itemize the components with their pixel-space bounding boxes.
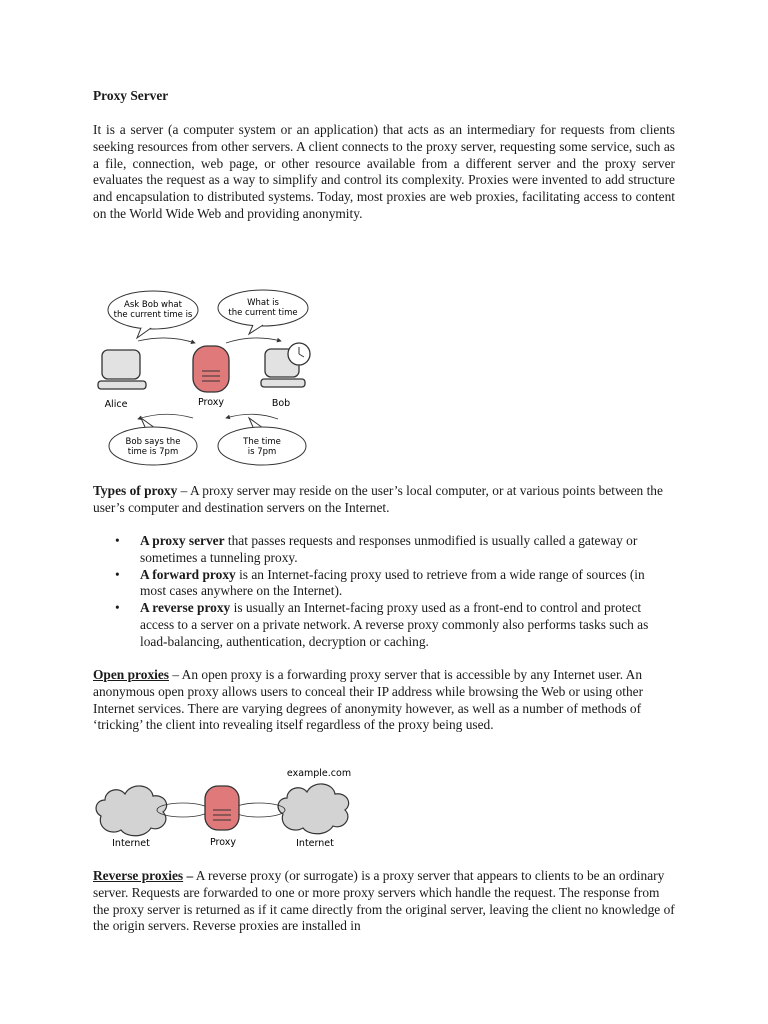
open-proxy-figure [93, 764, 355, 852]
label-example-com: example.com [286, 768, 352, 779]
connection-arc [233, 803, 285, 817]
bubble-text: Bob says the [125, 437, 181, 447]
bubble-text: the current time [228, 308, 298, 318]
internet-cloud-icon [278, 784, 349, 834]
bullet-text: is usually an Internet-facing proxy used as a front-end to control and protect access to a server on a private network. A reverse proxy commonly also performs tasks such as load-balancing, authentication, decryption or caching. [140, 600, 649, 649]
bullet-bold: A reverse proxy [140, 600, 231, 616]
arrow-request-right [226, 338, 281, 343]
proxy-types-list [93, 533, 653, 651]
list-item [93, 533, 653, 567]
speech-bubble-time-is [218, 418, 306, 465]
bullet-text: that passes requests and responses unmodified is usually called a gateway or sometimes a tunneling proxy. [140, 533, 638, 565]
clock-icon [288, 343, 310, 365]
open-proxies-text: – An open proxy is a forwarding proxy server that is accessible by any Internet user. An anonymous open proxy allows users to conceal their IP address while browsing the Web or using other Internet services. There are varying degrees of anonymity however, as well as a number of methods of ‘tricking’ the client into revealing itself regardless of the proxy being used. [93, 667, 644, 733]
label-bob: Bob [271, 398, 291, 409]
proxy-diagram-figure [93, 286, 315, 468]
list-item [93, 567, 653, 601]
proxy-server-icon [205, 786, 239, 830]
bubble-text: Ask Bob what [124, 300, 182, 310]
reverse-proxies-heading: Reverse proxies [93, 868, 184, 883]
speech-bubble-what-time [218, 290, 308, 334]
reverse-proxies-paragraph [93, 868, 675, 935]
bubble-text: is 7pm [247, 447, 277, 457]
bubble-text: The time [243, 437, 281, 447]
open-proxies-heading: Open proxies [93, 667, 170, 682]
speech-bubble-bob-says [109, 418, 197, 465]
internet-cloud-icon [96, 786, 167, 836]
bullet-bold: A forward proxy [140, 566, 236, 582]
bubble-text: time is 7pm [127, 447, 179, 457]
label-alice: Alice [104, 399, 128, 410]
arrow-response-left [138, 414, 193, 419]
proxy-server-icon [193, 346, 229, 392]
reverse-proxies-text: A reverse proxy (or surrogate) is a proxy server that appears to clients to be an ordinary server. Requests are forwarded to one or more proxy servers which handle the request. The response from the proxy server is returned as if it came directly from the original server, leaving the client no knowledge of the origin servers. Reverse proxies are installed in [93, 868, 675, 934]
open-proxies-paragraph [93, 667, 675, 734]
label-proxy: Proxy [209, 837, 237, 848]
bullet-bold: A proxy server [140, 533, 225, 548]
types-paragraph [93, 483, 675, 517]
bullet-text: is an Internet-facing proxy used to retrieve from a wide range of sources (in most cases anywhere on the Internet). [140, 566, 645, 599]
list-item [93, 600, 653, 650]
label-internet-left: Internet [112, 838, 150, 849]
bubble-text: the current time is [113, 310, 193, 320]
types-text: – A proxy server may reside on the user’s local computer, or at various points between the user’s computer and destination servers on the Internet. [93, 483, 663, 515]
label-proxy: Proxy [197, 397, 225, 408]
reverse-proxies-dash: – [183, 868, 194, 883]
types-heading: Types of proxy [93, 483, 178, 498]
arrow-request-left [138, 338, 195, 343]
computer-icon [98, 350, 146, 389]
bubble-text: What is [247, 298, 279, 308]
label-internet-right: Internet [296, 838, 334, 849]
speech-bubble-ask-bob [108, 291, 198, 338]
page-title: Proxy Server [93, 88, 169, 103]
arrow-response-right [226, 414, 278, 419]
intro-paragraph: It is a server (a computer system or an application) that acts as an intermediary for requests from clients seeking resources from other servers. A client connects to the proxy server, requesting some service, such as a file, connection, web page, or other resource available from a different server and the proxy server evaluates the request as a way to simplify and control its complexity. Proxies were invented to add structure and encapsulation to distributed systems. Today, most proxies are web proxies, facilitating access to content on the World Wide Web and providing anonymity. [93, 122, 675, 221]
